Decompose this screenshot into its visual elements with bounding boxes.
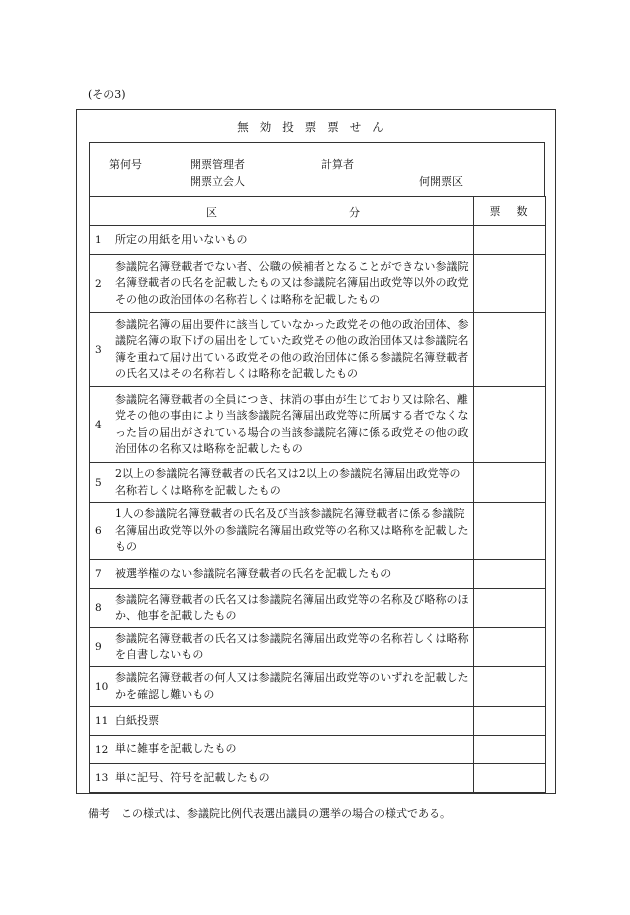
vote-count-cell[interactable] — [474, 560, 546, 589]
table-row — [90, 387, 546, 463]
table-row — [90, 736, 546, 764]
row-number: 11 — [95, 715, 109, 727]
vote-count-cell[interactable] — [474, 628, 546, 667]
row-number: 1 — [95, 234, 102, 246]
category-header-part2: 分 — [349, 206, 360, 219]
row-text: 参議院名簿登載者の氏名又は参議院名簿届出政党等の名称及び略称のほか、他事を記載したもの — [115, 592, 469, 622]
invalid-vote-table — [89, 196, 546, 793]
counting-witness-label: 開票立会人 — [190, 175, 245, 188]
table-row — [90, 560, 546, 589]
table-row — [90, 764, 546, 793]
remark-note: 備考 この様式は、参議院比例代表選出議員の選挙の場合の様式である。 — [88, 807, 451, 820]
row-text: 参議院名簿登載者の何人又は参議院名簿届出政党等のいずれを記載したかを確認し難いもの — [115, 671, 469, 701]
row-text: 参議院名簿の届出要件に該当していなかった政党その他の政治団体、参議院名簿の取下げの届出をしていた政党その他の政治団体又は参議院名簿を重ねて届け出ている政党その他の政治団体に係る参議院名簿登載者の氏名又はその名称若しくは略称を記載したもの — [115, 317, 469, 380]
vote-count-cell[interactable] — [474, 463, 546, 503]
row-text: 単に雑事を記載したもの — [115, 742, 237, 756]
counter-label: 計算者 — [321, 158, 354, 171]
row-number: 10 — [95, 680, 109, 693]
row-number: 6 — [95, 525, 102, 537]
vote-count-cell[interactable] — [474, 589, 546, 628]
table-row — [90, 313, 546, 387]
vote-count-cell[interactable] — [474, 255, 546, 313]
vote-count-cell[interactable] — [474, 226, 546, 255]
row-number: 13 — [95, 772, 109, 784]
table-row — [90, 628, 546, 667]
row-number: 3 — [95, 343, 102, 356]
row-text: 白紙投票 — [115, 713, 160, 727]
row-text: 参議院名簿登載者でない者、公職の候補者となることができない参議院名簿登載者の氏名を記載したもの又は参議院名簿届出政党等以外の政党その他の政治団体の名称若しくは略称を記載したもの — [115, 259, 469, 306]
counting-manager-label: 開票管理者 — [190, 158, 245, 171]
row-number: 7 — [95, 568, 102, 580]
row-text: 参議院名簿登載者の全員につき、抹消の事由が生じており又は除名、離党その他の事由により当該参議院名簿届出政党等に所属する者でなくなった旨の届出がされている場合の当該参議院名簿に係る政党その他の政治団体の名称又は略称を記載したもの — [115, 392, 469, 455]
vote-count-cell[interactable] — [474, 313, 546, 387]
form-title: 無効投票票せん — [237, 120, 395, 134]
invalid-vote-slip-form — [76, 109, 556, 794]
row-number: 8 — [95, 602, 102, 614]
row-number: 5 — [95, 476, 102, 489]
vote-count-cell[interactable] — [474, 503, 546, 560]
table-header-row — [90, 197, 546, 226]
vote-count-cell[interactable] — [474, 736, 546, 764]
vote-count-cell[interactable] — [474, 387, 546, 463]
row-text: 被選挙権のない参議院名簿登載者の氏名を記載したもの — [115, 566, 392, 580]
district-label: 何開票区 — [419, 175, 463, 188]
page-label: (その3) — [88, 88, 126, 101]
row-text: 2以上の参議院名簿登載者の氏名又は2以上の参議院名簿届出政党等の名称若しくは略称を記載したもの — [115, 467, 461, 497]
number-label: 第何号 — [109, 158, 142, 171]
row-number: 4 — [95, 418, 102, 431]
row-text: 単に記号、符号を記載したもの — [115, 770, 270, 784]
table-row — [90, 226, 546, 255]
table-row — [90, 589, 546, 628]
category-header-part1: 区 — [206, 206, 217, 219]
vote-count-cell[interactable] — [474, 764, 546, 793]
row-number: 12 — [95, 743, 109, 756]
row-text: 所定の用紙を用いないもの — [115, 232, 248, 246]
row-number: 9 — [95, 641, 102, 653]
row-text: 参議院名簿登載者の氏名又は参議院名簿届出政党等の名称若しくは略称を自書しないもの — [115, 631, 469, 661]
category-header — [90, 197, 474, 226]
table-row — [90, 667, 546, 707]
row-text: 1人の参議院名簿登載者の氏名及び当該参議院名簿登載者に係る参議院名簿届出政党等以外の参議院名簿届出政党等の名称又は略称を記載したもの — [115, 507, 469, 554]
table-row — [90, 255, 546, 313]
table-row — [90, 707, 546, 736]
votes-header: 票数 — [474, 197, 546, 226]
row-number: 2 — [95, 277, 102, 290]
vote-count-cell[interactable] — [474, 707, 546, 736]
vote-count-cell[interactable] — [474, 667, 546, 707]
header-box — [89, 142, 545, 197]
table-row — [90, 503, 546, 560]
table-row — [90, 463, 546, 503]
